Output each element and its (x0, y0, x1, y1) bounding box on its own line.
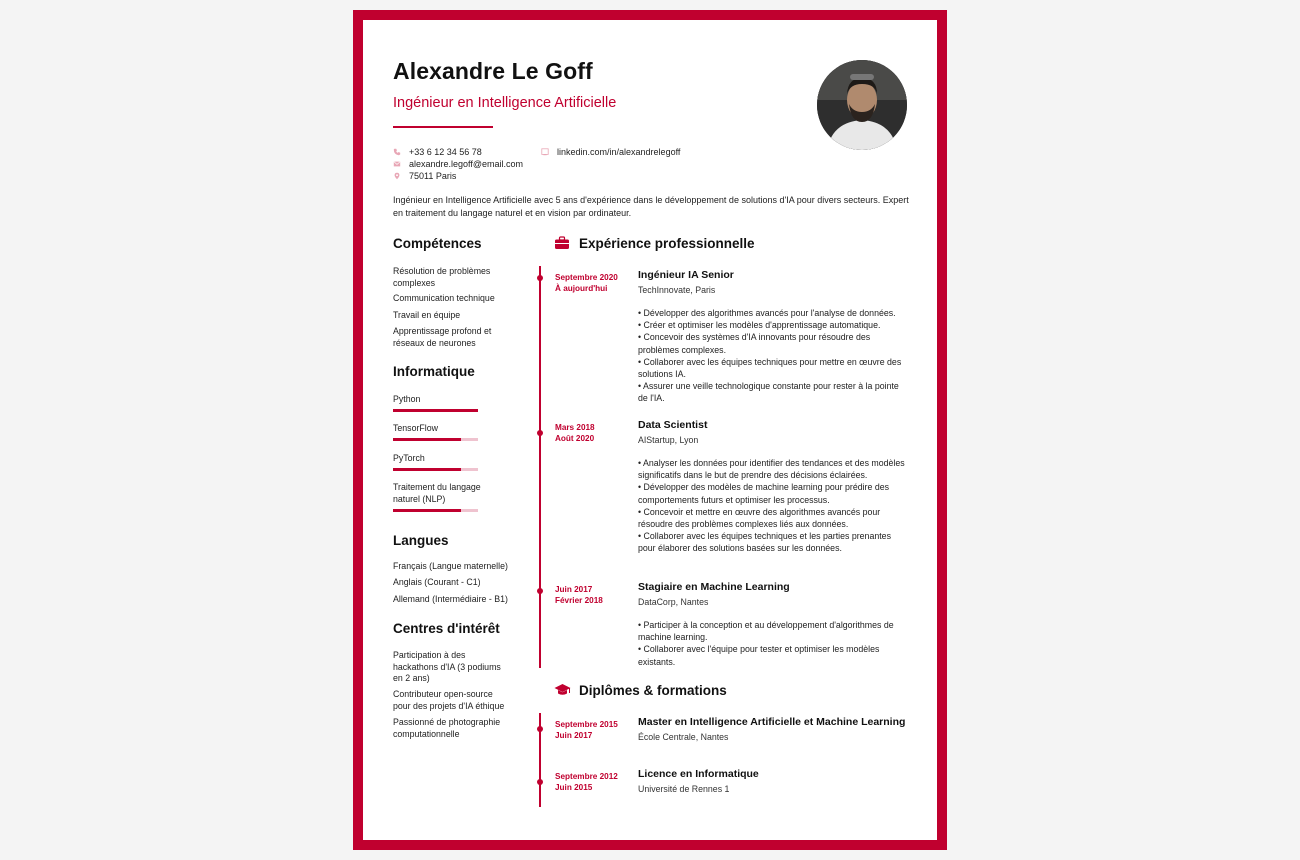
date-start: Juin 2017 (555, 585, 593, 594)
interests-heading: Centres d'intérêt (393, 621, 500, 636)
experience-bullets (638, 619, 910, 668)
contact-location (393, 170, 456, 182)
skills-heading: Compétences (393, 236, 482, 251)
it-skill-label: Traitement du langage naturel (NLP) (393, 482, 481, 504)
it-skill (393, 394, 478, 412)
education-school: Université de Rennes 1 (638, 784, 730, 794)
date-end: Juin 2017 (555, 731, 593, 740)
phone-text: +33 6 12 34 56 78 (409, 147, 482, 157)
it-skill-label: PyTorch (393, 453, 425, 463)
date-end: Juin 2015 (555, 783, 593, 792)
resume-page (363, 20, 937, 840)
skill-level-fill (393, 409, 478, 412)
experience-company: AIStartup, Lyon (638, 435, 699, 445)
briefcase-icon (554, 236, 570, 250)
experience-date (555, 272, 635, 294)
date-end: À aujourd'hui (555, 284, 608, 293)
linkedin-icon (541, 148, 549, 156)
date-end: Février 2018 (555, 596, 603, 605)
timeline-dot (537, 726, 543, 732)
skill-level-fill (393, 468, 461, 471)
experience-company: TechInnovate, Paris (638, 285, 716, 295)
education-date (555, 771, 635, 793)
bullet-item: • Concevoir et mettre en œuvre des algorithmes avancés pour résoudre des problèmes complexes liés aux données. (638, 506, 881, 530)
location-text: 75011 Paris (409, 171, 457, 181)
experience-company: DataCorp, Nantes (638, 597, 709, 607)
it-heading: Informatique (393, 364, 475, 379)
bullet-item: • Développer des algorithmes avancés pour l'analyse de données. (638, 308, 896, 318)
candidate-name: Alexandre Le Goff (393, 58, 593, 84)
job-title: Ingénieur en Intelligence Artificielle (393, 95, 617, 111)
skill-level-bar (393, 468, 478, 471)
contact-linkedin[interactable] (541, 146, 680, 158)
bullet-item: • Collaborer avec les équipes techniques pour mettre en œuvre des solutions IA. (638, 356, 902, 380)
title-divider (393, 126, 493, 128)
it-skill-label: TensorFlow (393, 423, 438, 433)
location-pin-icon (393, 172, 401, 180)
mail-icon (393, 160, 401, 168)
language-item: Anglais (Courant - C1) (393, 577, 481, 587)
bullet-item: • Collaborer avec les équipes techniques et les parties prenantes pour élaborer des solutions basées sur les données. (638, 531, 891, 554)
experience-bullets (638, 307, 910, 405)
education-school: École Centrale, Nantes (638, 732, 729, 742)
education-degree: Master en Intelligence Artificielle et Machine Learning (638, 716, 906, 728)
skill-item: Résolution de problèmes complexes (393, 266, 491, 288)
timeline-dot (537, 779, 543, 785)
skill-level-bar (393, 509, 478, 512)
bullet-item: • Concevoir des systèmes d'IA innovants pour résoudre des problèmes complexes. (638, 332, 871, 355)
phone-icon (393, 148, 401, 156)
contact-email[interactable] (393, 158, 523, 170)
profile-summary: Ingénieur en Intelligence Artificielle avec 5 ans d'expérience dans le développement de solutions d'IA pour divers secteurs. Expert en traitement du langage naturel et en vision par ordinateur. (393, 195, 909, 218)
contact-phone[interactable] (393, 146, 482, 158)
date-start: Septembre 2015 (555, 720, 618, 729)
languages-heading: Langues (393, 533, 449, 548)
education-degree: Licence en Informatique (638, 768, 759, 780)
skill-item: Travail en équipe (393, 310, 461, 320)
experience-role: Data Scientist (638, 419, 708, 431)
graduation-cap-icon (554, 683, 571, 697)
bullet-item: • Analyser les données pour identifier des tendances et des modèles significatifs dans le but de prendre des décisions éclairées. (638, 458, 905, 481)
timeline-dot (537, 588, 543, 594)
experience-role: Ingénieur IA Senior (638, 269, 734, 281)
it-skill (393, 453, 478, 471)
timeline-dot (537, 430, 543, 436)
bullet-item: • Développer des modèles de machine learning pour prédire des comportements futurs et optimiser les processus. (638, 482, 890, 505)
date-start: Septembre 2020 (555, 273, 618, 282)
experience-bullets (638, 457, 910, 555)
bullet-item: • Assurer une veille technologique constante pour rester à la pointe de l'IA. (638, 381, 899, 404)
interest-item: Participation à des hackathons d'IA (3 podiums en 2 ans) (393, 650, 501, 683)
bullet-item: • Créer et optimiser les modèles d'apprentissage automatique. (638, 320, 881, 331)
bullet-item: • Collaborer avec l'équipe pour tester et optimiser les modèles existants. (638, 644, 880, 667)
skill-item: Communication technique (393, 293, 495, 303)
education-date (555, 719, 635, 741)
skill-item: Apprentissage profond et réseaux de neurones (393, 326, 492, 348)
experience-heading: Expérience professionnelle (579, 236, 755, 251)
date-start: Mars 2018 (555, 423, 595, 432)
date-start: Septembre 2012 (555, 772, 618, 781)
resume-frame (353, 10, 947, 850)
education-heading: Diplômes & formations (579, 683, 727, 698)
skill-level-bar (393, 438, 478, 441)
it-skill-label: Python (393, 394, 421, 404)
experience-date (555, 584, 635, 606)
experience-date (555, 422, 635, 444)
interest-item: Contributeur open-source pour des projets d'IA éthique (393, 689, 505, 711)
skill-level-fill (393, 438, 461, 441)
date-end: Août 2020 (555, 434, 595, 443)
interest-item: Passionné de photographie computationnelle (393, 717, 501, 739)
language-item: Français (Langue maternelle) (393, 561, 508, 571)
profile-photo (817, 60, 907, 150)
skill-level-fill (393, 509, 461, 512)
language-item: Allemand (Intermédiaire - B1) (393, 594, 508, 604)
email-text: alexandre.legoff@email.com (409, 159, 524, 169)
experience-role: Stagiaire en Machine Learning (638, 581, 790, 593)
it-skill (393, 482, 503, 512)
skill-level-bar (393, 409, 478, 412)
it-skill (393, 423, 478, 441)
timeline-dot (537, 275, 543, 281)
bullet-item: • Participer à la conception et au développement d'algorithmes de machine learning. (638, 620, 894, 643)
linkedin-text: linkedin.com/in/alexandrelegoff (557, 147, 681, 157)
experience-timeline (539, 266, 541, 668)
